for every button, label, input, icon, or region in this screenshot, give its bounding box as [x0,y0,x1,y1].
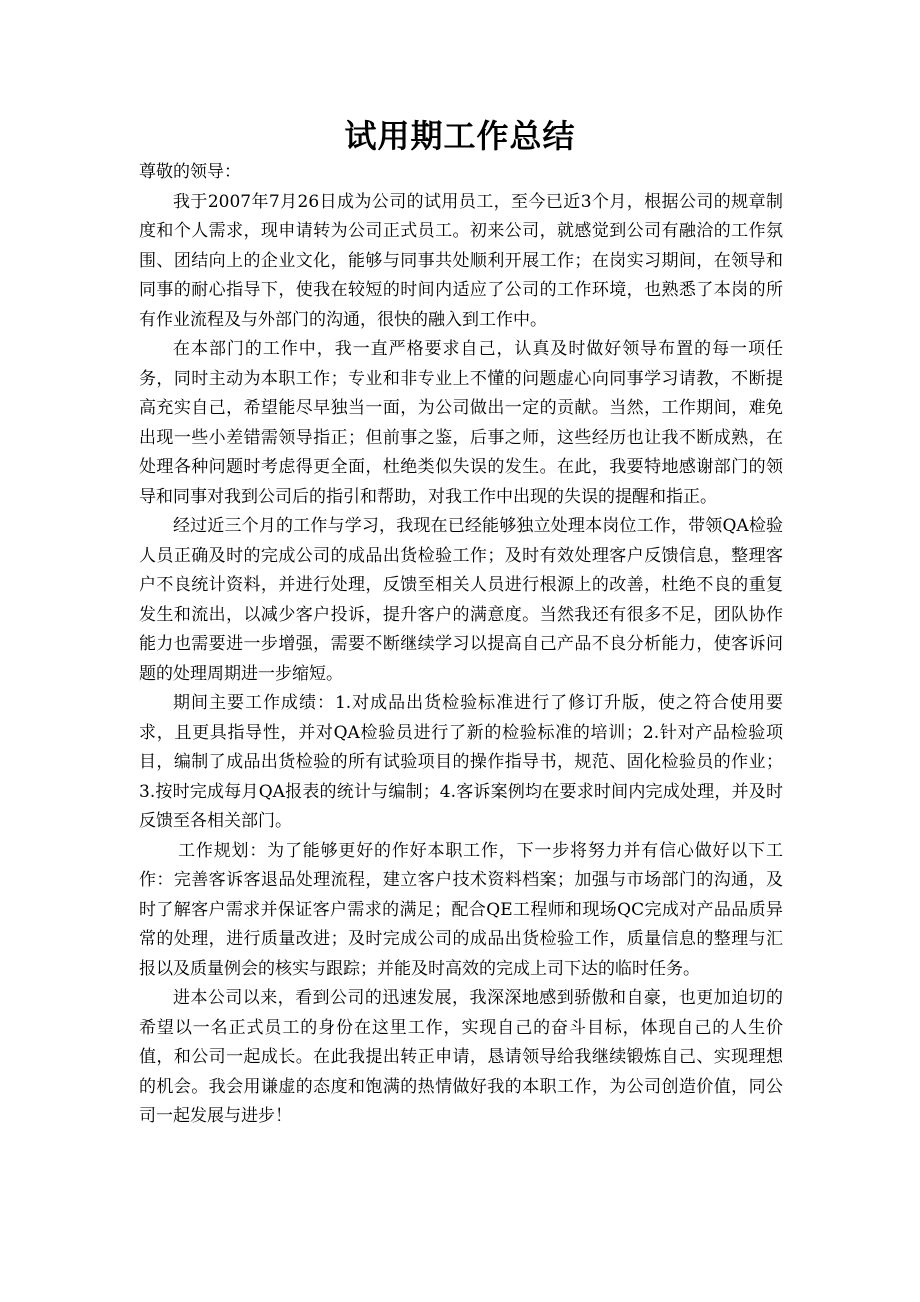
document-body [139,158,783,1132]
paragraph-department-work: 在本部门的工作中，我一直严格要求自己，认真及时做好领导布置的每一项任务，同时主动为本职工作；专业和非专业上不懂的问题虚心向同事学习请教，不断提高充实自己，希望能尽早独当一面，为公司做出一定的贡献。当然，工作期间，难免出现一些小差错需领导指正；但前事之鉴，后事之师，这些经历也让我不断成熟，在处理各种问题时考虑得更全面，杜绝类似失误的发生。在此，我要特地感谢部门的领导和同事对我到公司后的指引和帮助，对我工作中出现的失误的提醒和指正。 [139,339,783,507]
paragraph-progress: 经过近三个月的工作与学习，我现在已经能够独立处理本岗位工作，带领QA检验人员正确及时的完成公司的成品出货检验工作；及时有效处理客户反馈信息，整理客户不良统计资料，并进行处理，反馈至相关人员进行根源上的改善，杜绝不良的重复发生和流出，以减少客户投诉，提升客户的满意度。当然我还有很多不足，团队协作能力也需要进一步增强，需要不断继续学习以提高自己产品不良分析能力，使客诉问题的处理周期进一步缩短。 [139,516,783,684]
paragraph-work-plan: 工作规划：为了能够更好的作好本职工作，下一步将努力并有信心做好以下工作：完善客诉客退品处理流程，建立客户技术资料档案；加强与市场部门的沟通，及时了解客户需求并保证客户需求的满足；配合QE工程师和现场QC完成对产品品质异常的处理，进行质量改进；及时完成公司的成品出货检验工作，质量信息的整理与汇报以及质量例会的核实与跟踪；并能及时高效的完成上司下达的临时任务。 [139,840,783,979]
paragraph-achievements: 期间主要工作成绩：1.对成品出货检验标准进行了修订升版，使之符合使用要求，且更具指导性，并对QA检验员进行了新的检验标准的培训；2.针对产品检验项目，编制了成品出货检验的所有试验项目的操作指导书，规范、固化检验员的作业；3.按时完成每月QA报表的统计与编制；4.客诉案例均在要求时间内完成处理，并及时反馈至各相关部门。 [139,693,783,831]
paragraph-intro: 我于2007年7月26日成为公司的试用员工，至今已近3个月，根据公司的规章制度和个人需求，现申请转为公司正式员工。初来公司，就感觉到公司有融洽的工作氛围、团结向上的企业文化，能够与同事共处顺利开展工作；在岗实习期间，在领导和同事的耐心指导下，使我在较短的时间内适应了公司的工作环境，也熟悉了本岗的所有作业流程及与外部门的沟通，很快的融入到工作中。 [139,191,783,330]
paragraph-conclusion: 进本公司以来，看到公司的迅速发展，我深深地感到骄傲和自豪，也更加迫切的希望以一名正式员工的身份在这里工作，实现自己的奋斗目标，体现自己的人生价值，和公司一起成长。在此我提出转正申请，恳请领导给我继续锻炼自己、实现理想的机会。我会用谦虚的态度和饱满的热情做好我的本职工作，为公司创造价值，同公司一起发展与进步！ [139,988,783,1126]
salutation: 尊敬的领导： [139,162,241,182]
document-title: 试用期工作总结 [344,117,576,155]
